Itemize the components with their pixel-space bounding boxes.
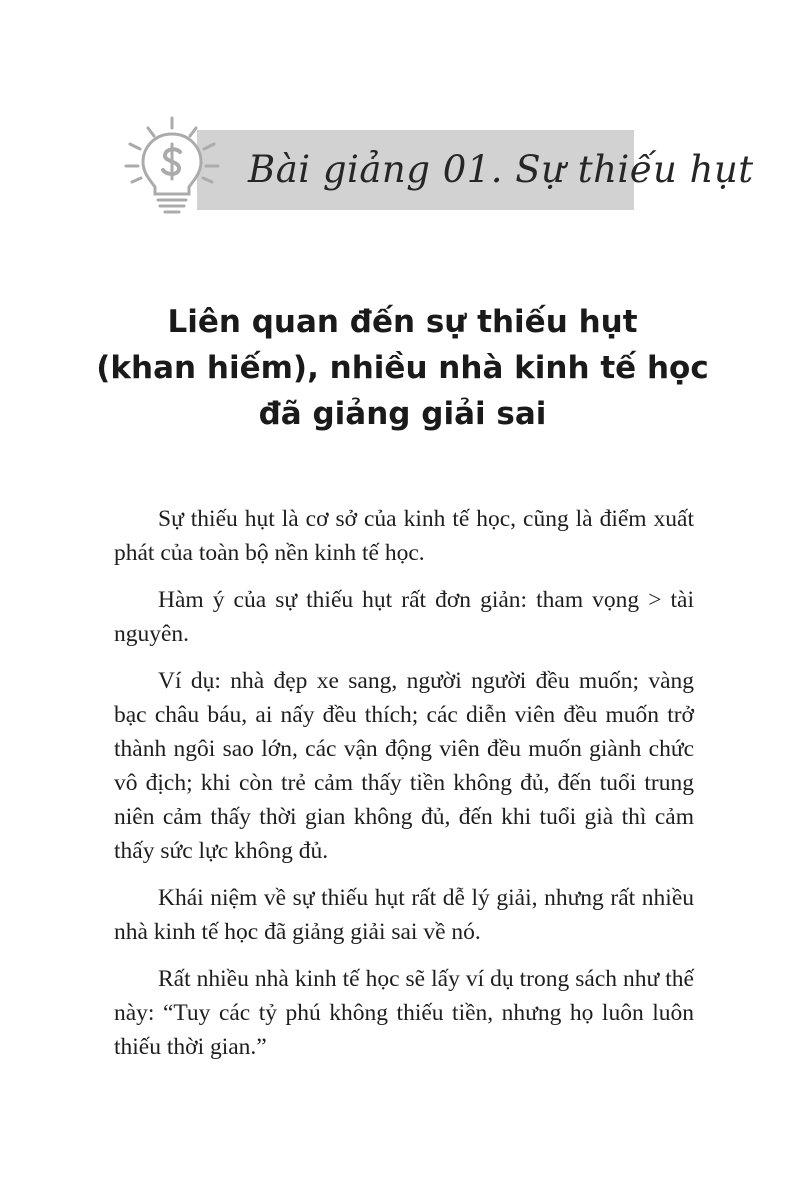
chapter-label: Bài giảng 01. Sự thiếu hụt: [248, 148, 754, 191]
title-line: Liên quan đến sự thiếu hụt: [167, 304, 638, 340]
body-paragraph: Rất nhiều nhà kinh tế học sẽ lấy ví dụ trong sách như thế này: “Tuy các tỷ phú không thiếu tiền, nhưng họ luôn luôn thiếu thời gian.”: [114, 966, 694, 1060]
page-title: [60, 299, 745, 437]
body-text: [114, 502, 694, 1077]
title-line: đã giảng giải sai: [258, 396, 547, 432]
title-line: (khan hiếm), nhiều nhà kinh tế học: [96, 350, 709, 386]
body-paragraph: Khái niệm về sự thiếu hụt rất dễ lý giải, nhưng rất nhiều nhà kinh tế học đã giảng giải sai về nó.: [114, 885, 694, 945]
body-paragraph: Sự thiếu hụt là cơ sở của kinh tế học, cũng là điểm xuất phát của toàn bộ nền kinh tế học.: [114, 506, 694, 566]
lightbulb-dollar-icon: [118, 112, 226, 220]
body-paragraph: Hàm ý của sự thiếu hụt rất đơn giản: tham vọng > tài nguyên.: [114, 587, 694, 647]
body-paragraph: Ví dụ: nhà đẹp xe sang, người người đều muốn; vàng bạc châu báu, ai nấy đều thích; các diễn viên đều muốn trở thành ngôi sao lớn, các vận động viên đều muốn giành chức vô địch; khi còn trẻ cảm thấy tiền không đủ, đến tuổi trung niên cảm thấy thời gian không đủ, đến khi tuổi già thì cảm thấy sức lực không đủ.: [114, 668, 694, 864]
